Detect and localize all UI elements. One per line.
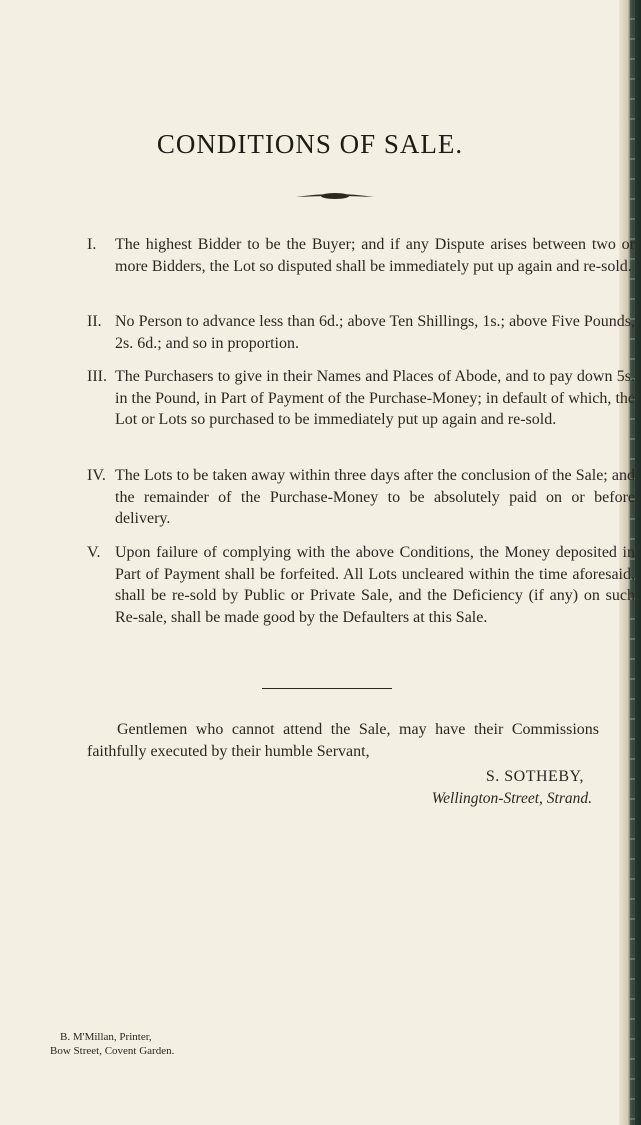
condition-text: The Lots to be taken away within three days after the conclusion of the Sale; and the remainder of the Purchase-Money to be absolutely paid on or before delivery.	[115, 467, 635, 527]
condition-number: II.	[87, 313, 102, 330]
condition-number: III.	[87, 368, 107, 385]
divider-rule	[262, 688, 392, 689]
closing-text: Gentlemen who cannot attend the Sale, may have their Commissions faithfully executed by their humble Servant,	[87, 721, 599, 760]
condition-5	[87, 542, 635, 628]
condition-1	[87, 234, 635, 277]
condition-3	[87, 366, 635, 431]
condition-4	[87, 465, 635, 530]
condition-text: Upon failure of complying with the above Conditions, the Money deposited in Part of Payment shall be forfeited. All Lots uncleared within the time aforesaid, shall be re-sold by Public or Private Sale, and the Deficiency (if any) on such Re-sale, shall be made good by the Defaulters at this Sale.	[115, 544, 635, 626]
condition-number: V.	[87, 544, 101, 561]
condition-2	[87, 311, 635, 354]
title-ornament	[296, 192, 374, 200]
printer-name: B. M'Millan, Printer,	[60, 1031, 152, 1043]
printer-imprint	[50, 1030, 210, 1058]
signature-name: S. SOTHEBY,	[485, 768, 584, 785]
page-title: CONDITIONS OF SALE.	[156, 129, 464, 159]
condition-number: IV.	[87, 467, 106, 484]
signature-address: Wellington-Street, Strand.	[431, 790, 592, 807]
printer-address: Bow Street, Covent Garden.	[50, 1045, 175, 1057]
condition-text: The highest Bidder to be the Buyer; and if any Dispute arises between two or more Bidders, the Lot so disputed shall be immediately put up again and re-sold.	[115, 236, 635, 275]
condition-text: No Person to advance less than 6d.; above Ten Shillings, 1s.; above Five Pounds, 2s. 6d.; and so in proportion.	[115, 313, 635, 352]
condition-number: I.	[87, 236, 97, 253]
condition-text: The Purchasers to give in their Names and Places of Abode, and to pay down 5s. in the Pound, in Part of Payment of the Purchase-Money; in default of which, the Lot or Lots so purchased to be immediately put up again and re-sold.	[115, 368, 635, 428]
